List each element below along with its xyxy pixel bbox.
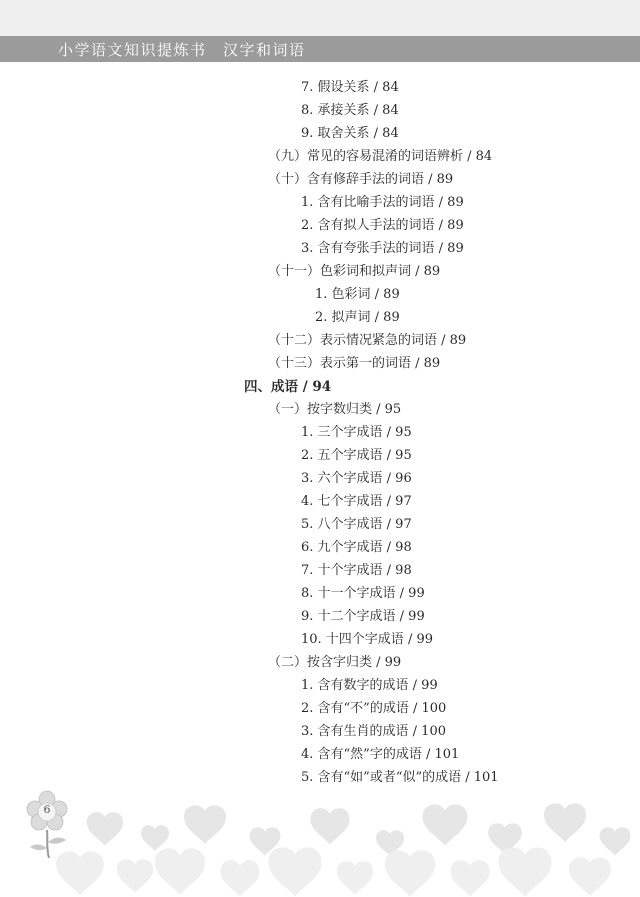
toc-entry[interactable]: 1. 含有比喻手法的词语 / 89 bbox=[301, 195, 464, 210]
toc-entry[interactable]: 2. 含有“不”的成语 / 100 bbox=[301, 701, 447, 716]
toc-entry[interactable]: 1. 三个字成语 / 95 bbox=[301, 425, 412, 440]
toc-entry[interactable]: 10. 十四个字成语 / 99 bbox=[301, 632, 433, 647]
toc-entry[interactable]: 2. 五个字成语 / 95 bbox=[301, 448, 412, 463]
toc-entry[interactable]: 5. 八个字成语 / 97 bbox=[301, 517, 412, 532]
toc-entry[interactable]: 7. 假设关系 / 84 bbox=[301, 80, 399, 95]
toc-entry[interactable]: 4. 含有“然”字的成语 / 101 bbox=[301, 747, 460, 762]
toc-entry[interactable]: 2. 拟声词 / 89 bbox=[315, 310, 400, 325]
toc-entry[interactable]: （二）按含字归类 / 99 bbox=[268, 655, 402, 670]
toc-entry[interactable]: （十一）色彩词和拟声词 / 89 bbox=[268, 264, 441, 279]
toc-entry[interactable]: 2. 含有拟人手法的词语 / 89 bbox=[301, 218, 464, 233]
decorative-footer bbox=[0, 790, 640, 897]
toc-entry[interactable]: 5. 含有“如”或者“似”的成语 / 101 bbox=[301, 770, 499, 785]
toc-entry[interactable]: 8. 承接关系 / 84 bbox=[301, 103, 399, 118]
toc-entry[interactable]: 3. 含有生肖的成语 / 100 bbox=[301, 724, 446, 739]
hearts-pattern-icon bbox=[0, 790, 640, 897]
toc-entry[interactable]: 3. 六个字成语 / 96 bbox=[301, 471, 412, 486]
toc-entry[interactable]: （十）含有修辞手法的词语 / 89 bbox=[268, 172, 454, 187]
toc-entry[interactable]: 9. 取舍关系 / 84 bbox=[301, 126, 399, 141]
toc-entry[interactable]: （十三）表示第一的词语 / 89 bbox=[268, 356, 441, 371]
toc-entry[interactable]: （一）按字数归类 / 95 bbox=[268, 402, 402, 417]
toc-entry[interactable]: 1. 含有数字的成语 / 99 bbox=[301, 678, 438, 693]
toc-entry[interactable]: 1. 色彩词 / 89 bbox=[315, 287, 400, 302]
toc-entry[interactable]: 3. 含有夸张手法的词语 / 89 bbox=[301, 241, 464, 256]
toc-entry[interactable]: （十二）表示情况紧急的词语 / 89 bbox=[268, 333, 467, 348]
page-number: 6 bbox=[43, 803, 51, 816]
toc-entry[interactable]: 9. 十二个字成语 / 99 bbox=[301, 609, 425, 624]
toc-entry[interactable]: 8. 十一个字成语 / 99 bbox=[301, 586, 425, 601]
header-title: 小学语文知识提炼书 汉字和词语 bbox=[58, 41, 306, 59]
toc-entry[interactable]: 6. 九个字成语 / 98 bbox=[301, 540, 412, 555]
toc-entry[interactable]: 7. 十个字成语 / 98 bbox=[301, 563, 412, 578]
toc-entry[interactable]: 4. 七个字成语 / 97 bbox=[301, 494, 412, 509]
toc-section-heading[interactable]: 四、成语 / 94 bbox=[244, 379, 332, 395]
toc-entry[interactable]: （九）常见的容易混淆的词语辨析 / 84 bbox=[268, 149, 493, 164]
flower-icon bbox=[22, 790, 78, 860]
